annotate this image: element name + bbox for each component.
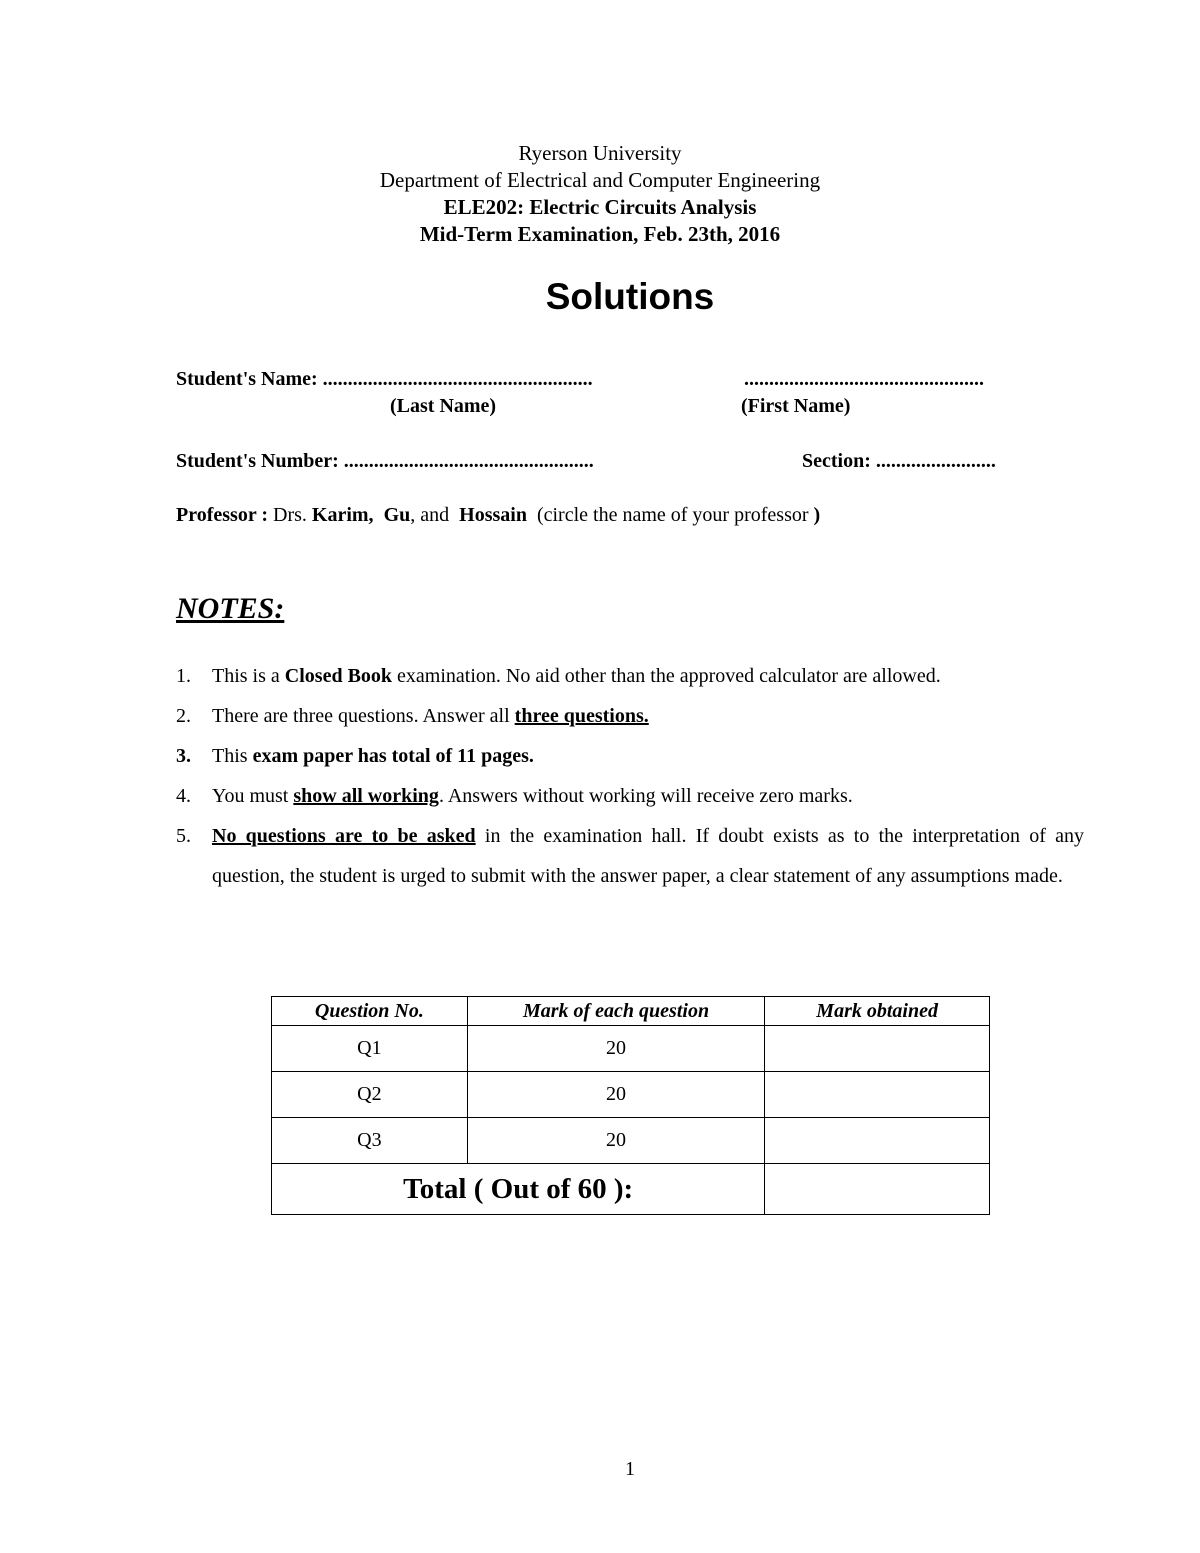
- obtained-cell[interactable]: [765, 1026, 990, 1072]
- note-emphasis: No questions are to be asked: [212, 825, 476, 847]
- professor-label: Professor :: [176, 504, 269, 526]
- note-4: [176, 776, 1084, 816]
- professor-field: [176, 504, 820, 527]
- mark-cell: 20: [467, 1072, 765, 1118]
- table-row: [272, 1026, 990, 1072]
- note-text: . Answers without working will receive zero marks.: [438, 785, 853, 807]
- note-text: examination. No aid other than the approved calculator are allowed.: [392, 665, 941, 687]
- note-number: 4.: [176, 785, 191, 807]
- professor-instruction: (circle the name of your professor: [536, 504, 809, 526]
- note-3: [176, 736, 1084, 776]
- student-number-dots: ..................................................: [343, 450, 594, 472]
- first-name-dots: ................................................: [744, 368, 984, 390]
- exam-header: [0, 140, 1200, 248]
- page-title: Solutions: [545, 276, 715, 317]
- professor-prefix: Drs.: [273, 504, 307, 526]
- note-text: This: [212, 745, 253, 767]
- mark-cell: 20: [467, 1026, 765, 1072]
- note-number: 3.: [176, 745, 191, 767]
- section-label: Section:: [802, 450, 871, 472]
- note-emphasis: Closed Book: [284, 665, 393, 687]
- marks-table: [271, 996, 990, 1215]
- column-header: Mark of each question: [467, 997, 765, 1026]
- section-field: [802, 450, 996, 473]
- last-name-label: (Last Name): [390, 395, 497, 417]
- section-dots: ........................: [875, 450, 996, 472]
- note-number: 5.: [176, 825, 191, 847]
- total-label: Total ( Out of 60 ):: [272, 1164, 765, 1215]
- note-5: [176, 816, 1084, 896]
- column-header: Mark obtained: [765, 997, 990, 1026]
- course-title: ELE202: Electric Circuits Analysis: [443, 195, 757, 219]
- question-cell: Q2: [272, 1072, 468, 1118]
- student-name-field: [176, 368, 593, 391]
- student-number-field: [176, 450, 594, 473]
- professor-hossain: Hossain: [459, 504, 527, 526]
- first-name-label: (First Name): [741, 395, 851, 417]
- exam-title: Mid-Term Examination, Feb. 23th, 2016: [419, 222, 781, 246]
- professor-gu: Gu: [383, 504, 411, 526]
- obtained-cell[interactable]: [765, 1072, 990, 1118]
- note-2: [176, 696, 1084, 736]
- professor-separator: , and: [410, 504, 450, 526]
- note-1: [176, 656, 1084, 696]
- note-text: in the examination hall. If doubt exists as to the interpretation of any question, the student is urged to submit with the answer paper, a clear statement of any assumptions made.: [212, 825, 1084, 887]
- professor-close-paren: ): [813, 504, 821, 526]
- professor-karim: Karim,: [311, 504, 374, 526]
- mark-cell: 20: [467, 1118, 765, 1164]
- notes-list: [176, 656, 1084, 896]
- note-emphasis: three questions.: [514, 705, 649, 727]
- total-obtained-cell[interactable]: [765, 1164, 990, 1215]
- page-number: 1: [625, 1458, 635, 1480]
- table-row: [272, 1072, 990, 1118]
- note-number: 1.: [176, 665, 191, 687]
- question-cell: Q1: [272, 1026, 468, 1072]
- note-emphasis: exam paper has total of 11 pages.: [252, 745, 534, 767]
- obtained-cell[interactable]: [765, 1118, 990, 1164]
- note-text: You must: [212, 785, 294, 807]
- note-emphasis: show all working: [293, 785, 439, 807]
- column-header: Question No.: [272, 997, 468, 1026]
- note-number: 2.: [176, 705, 191, 727]
- total-row: [272, 1164, 990, 1215]
- note-text: There are three questions. Answer all: [212, 705, 515, 727]
- department-name: Department of Electrical and Computer Engineering: [379, 168, 821, 192]
- student-number-label: Student's Number:: [176, 450, 339, 472]
- university-name: Ryerson University: [518, 141, 682, 165]
- notes-title: NOTES:: [176, 592, 285, 625]
- question-cell: Q3: [272, 1118, 468, 1164]
- table-header-row: [272, 997, 990, 1026]
- student-name-label: Student's Name:: [176, 368, 318, 390]
- note-text: This is a: [212, 665, 285, 687]
- table-row: [272, 1118, 990, 1164]
- last-name-dots: ......................................................: [322, 368, 593, 390]
